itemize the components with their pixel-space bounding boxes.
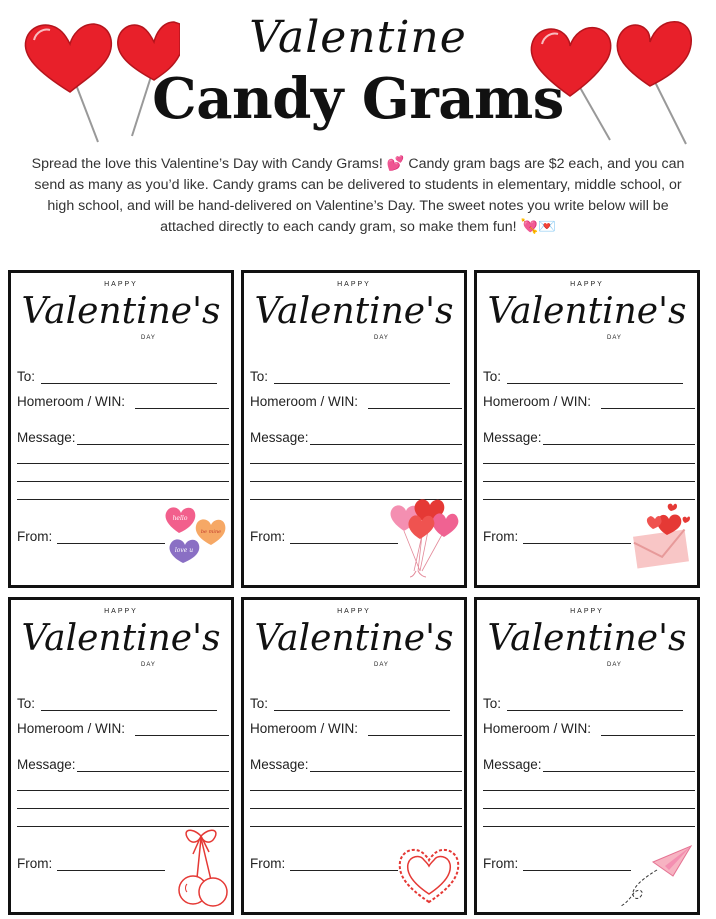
message-line[interactable] [543,771,695,772]
to-label: To: [17,696,36,711]
message-line[interactable] [17,463,229,464]
homeroom-line[interactable] [135,735,229,736]
message-line[interactable] [250,481,462,482]
intro-paragraph: Spread the love this Valentine’s Day with Candy Grams! 💕 Candy gram bags are $2 each, and you can send as many as you’d like. Candy grams can be delivered to students in elementary, middle school, or high school, and will be hand-delivered on Valentine’s Day. The sweet notes you write below will be attached directly to each candy gram, so make them fun! 💘💌 [31,156,685,235]
heart-balloons-icon [384,495,460,584]
page-header [0,0,716,270]
lace-heart-icon [394,840,464,913]
message-line[interactable] [483,481,695,482]
message-line[interactable] [77,771,229,772]
happy-label: HAPPY [570,608,604,615]
homeroom-label: Homeroom / WIN: [250,394,359,409]
from-line[interactable] [57,870,165,871]
valentines-script: Valentine's [487,618,687,659]
to-line[interactable] [507,383,683,384]
day-label: DAY [374,662,389,668]
title-script: Valentine [249,12,467,63]
from-line[interactable] [57,543,165,544]
paper-plane-icon [617,840,697,915]
day-label: DAY [374,335,389,341]
to-label: To: [483,696,502,711]
valentines-script: Valentine's [21,291,221,332]
from-line[interactable] [290,870,398,871]
message-label: Message: [17,430,76,445]
message-label: Message: [17,757,76,772]
homeroom-line[interactable] [368,408,462,409]
message-line[interactable] [250,808,462,809]
message-label: Message: [250,430,309,445]
to-line[interactable] [274,383,450,384]
candy-gram-card-4 [8,597,234,915]
homeroom-label: Homeroom / WIN: [483,721,592,736]
valentines-script: Valentine's [21,618,221,659]
happy-label: HAPPY [337,281,371,288]
candy-gram-card-6 [474,597,700,915]
day-label: DAY [607,335,622,341]
to-line[interactable] [274,710,450,711]
homeroom-line[interactable] [601,735,695,736]
from-label: From: [17,856,53,871]
from-label: From: [250,529,286,544]
message-line[interactable] [77,444,229,445]
conversation-hearts-icon [161,499,231,574]
message-label: Message: [483,757,542,772]
candy-gram-card-3 [474,270,700,588]
homeroom-label: Homeroom / WIN: [17,721,126,736]
message-label: Message: [483,430,542,445]
message-line[interactable] [17,481,229,482]
message-line[interactable] [483,826,695,827]
to-label: To: [17,369,36,384]
message-line[interactable] [17,808,229,809]
to-line[interactable] [41,710,217,711]
svg-text:love u: love u [174,547,194,554]
from-line[interactable] [523,543,631,544]
love-envelope-icon [627,499,697,576]
message-line[interactable] [250,826,462,827]
homeroom-label: Homeroom / WIN: [17,394,126,409]
from-label: From: [483,529,519,544]
message-line[interactable] [310,771,462,772]
candy-heart-text: hello [172,515,188,522]
happy-label: HAPPY [104,281,138,288]
happy-label: HAPPY [104,608,138,615]
message-line[interactable] [310,444,462,445]
svg-text:be mine: be mine [200,529,222,535]
valentines-script: Valentine's [254,618,454,659]
to-label: To: [483,369,502,384]
homeroom-line[interactable] [601,408,695,409]
valentines-script: Valentine's [487,291,687,332]
message-line[interactable] [483,463,695,464]
message-label: Message: [250,757,309,772]
from-label: From: [250,856,286,871]
homeroom-label: Homeroom / WIN: [483,394,592,409]
bow-cherries-icon [163,824,233,919]
happy-label: HAPPY [570,281,604,288]
message-line[interactable] [17,790,229,791]
candy-gram-card-5 [241,597,467,915]
from-line[interactable] [523,870,631,871]
homeroom-line[interactable] [135,408,229,409]
page-title: Candy Grams [152,66,564,132]
to-line[interactable] [41,383,217,384]
happy-label: HAPPY [337,608,371,615]
message-line[interactable] [483,808,695,809]
homeroom-line[interactable] [368,735,462,736]
message-line[interactable] [543,444,695,445]
to-line[interactable] [507,710,683,711]
candy-gram-card-2 [241,270,467,588]
day-label: DAY [141,662,156,668]
from-line[interactable] [290,543,398,544]
candy-gram-card-1 [8,270,234,588]
to-label: To: [250,369,269,384]
day-label: DAY [141,335,156,341]
to-label: To: [250,696,269,711]
message-line[interactable] [250,790,462,791]
from-label: From: [483,856,519,871]
homeroom-label: Homeroom / WIN: [250,721,359,736]
message-line[interactable] [250,463,462,464]
from-label: From: [17,529,53,544]
day-label: DAY [607,662,622,668]
message-line[interactable] [483,790,695,791]
valentines-script: Valentine's [254,291,454,332]
